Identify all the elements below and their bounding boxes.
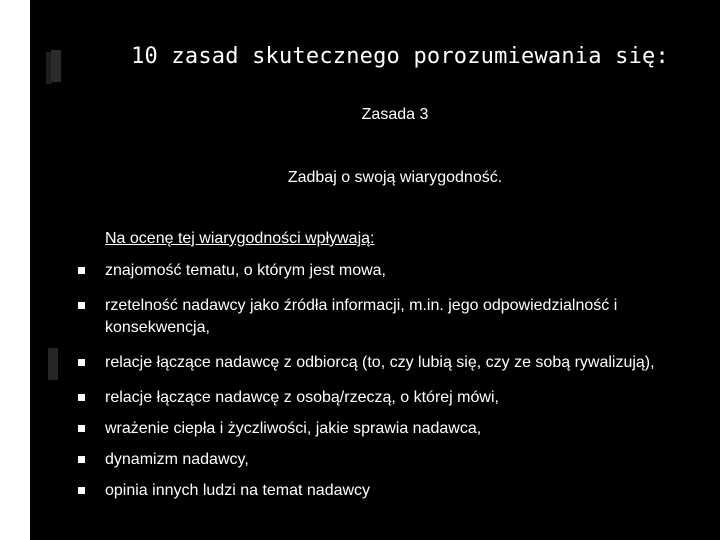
bullet-item xyxy=(78,352,698,374)
bullet-item xyxy=(78,480,698,502)
bullet-text: wrażenie ciepła i życzliwości, jakie sprawia nadawca, xyxy=(105,420,482,437)
square-bullet-icon xyxy=(78,394,85,401)
square-bullet-icon xyxy=(78,456,85,463)
square-bullet-icon xyxy=(78,302,85,309)
slide-title: 10 zasad skutecznego porozumiewania się: xyxy=(131,44,669,69)
bullet-text: znajomość tematu, o którym jest mowa, xyxy=(105,262,386,279)
bullets-intro: Na ocenę tej wiarygodności wpływają: xyxy=(105,230,375,247)
bullet-text: relacje łączące nadawcę z osobą/rzeczą, o której mówi, xyxy=(105,389,499,406)
bullet-text: relacje łączące nadawcę z odbiorcą (to, czy lubią się, czy ze sobą rywalizują), xyxy=(105,354,655,371)
bullet-item xyxy=(78,449,698,471)
bullet-text: rzetelność nadawcy jako źródła informacji, m.in. jego odpowiedzialność i konsekwencja, xyxy=(105,297,618,336)
accent-bar xyxy=(51,50,61,82)
rule-label: Zasada 3 xyxy=(361,106,429,123)
bullet-list xyxy=(78,260,698,511)
bullet-item xyxy=(78,295,698,339)
square-bullet-icon xyxy=(78,425,85,432)
bullet-item xyxy=(78,387,698,409)
bullet-text: opinia innych ludzi na temat nadawcy xyxy=(105,482,371,499)
rule-text: Zadbaj o swoją wiarygodność. xyxy=(287,169,503,186)
bullet-text: dynamizm nadawcy, xyxy=(105,451,249,468)
square-bullet-icon xyxy=(78,359,85,366)
slide xyxy=(30,0,720,540)
bullet-item xyxy=(78,418,698,440)
square-bullet-icon xyxy=(78,267,85,274)
square-bullet-icon xyxy=(78,487,85,494)
accent-bar-secondary xyxy=(48,348,58,380)
bullet-item xyxy=(78,260,698,282)
